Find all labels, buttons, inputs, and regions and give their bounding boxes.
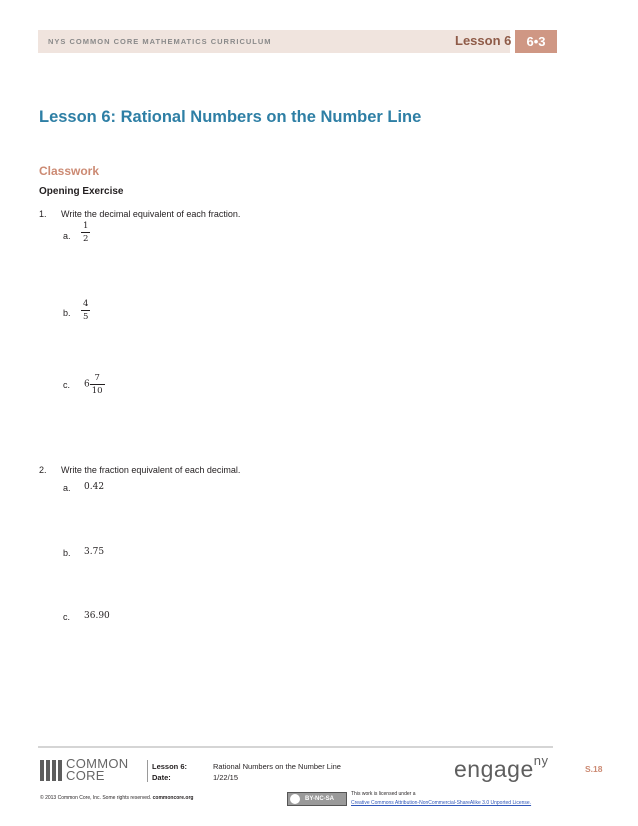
q2-number: 2. <box>39 465 47 475</box>
mixed-whole: 6 <box>84 379 90 390</box>
header-lesson: Lesson 6 <box>455 33 512 48</box>
q1-text: Write the decimal equivalent of each fraction. <box>61 209 241 219</box>
cc-badge-label: BY-NC-SA <box>305 796 335 802</box>
q2-item-c-label: c. <box>63 612 71 622</box>
q1-item-a-label: a. <box>63 231 71 241</box>
q1-item-c-mixed-number <box>84 372 105 397</box>
q2-item-c-value: 36.90 <box>84 611 110 621</box>
q1-item-b-fraction <box>81 298 90 323</box>
footer-date-key: Date: <box>152 773 171 782</box>
copyright-text: © 2013 Common Core, Inc. Some rights reserved. <box>40 795 152 801</box>
page-number: S.18 <box>585 764 603 774</box>
q2-text: Write the fraction equivalent of each decimal. <box>61 465 241 475</box>
fraction-denominator: 10 <box>91 386 103 396</box>
license-text: This work is licensed under a <box>351 791 416 797</box>
engageny-logo <box>454 753 549 783</box>
copyright-link[interactable]: commoncore.org <box>152 795 194 801</box>
grade-module-badge <box>515 30 557 53</box>
subsection-heading: Opening Exercise <box>39 186 124 197</box>
footer-separator <box>147 760 148 782</box>
grade-module-label: 6•3 <box>526 34 546 49</box>
fraction-denominator: 2 <box>83 234 89 244</box>
footer-divider <box>38 746 553 748</box>
footer-lesson-value: Rational Numbers on the Number Line <box>213 762 341 771</box>
fraction-numerator: 4 <box>83 299 89 309</box>
q2-item-b-value: 3.75 <box>84 547 105 557</box>
q2-item-b-label: b. <box>63 548 71 558</box>
license-link[interactable]: Creative Commons Attribution-NonCommercial-ShareAlike 3.0 Unported License. <box>351 800 532 806</box>
curriculum-title: NYS COMMON CORE MATHEMATICS CURRICULUM <box>48 37 272 46</box>
common-core-logo-text <box>66 758 128 781</box>
q1-item-b-label: b. <box>63 308 71 318</box>
ny-text: ny <box>533 753 549 769</box>
footer-date-value: 1/22/15 <box>213 773 239 782</box>
fraction-numerator: 1 <box>83 221 89 231</box>
logo-line-1: COMMON <box>66 756 129 771</box>
fraction-denominator: 5 <box>83 312 89 322</box>
q1-number: 1. <box>39 209 47 219</box>
engage-text: engage <box>454 756 534 782</box>
q1-item-c-label: c. <box>63 380 71 390</box>
copyright <box>40 795 193 801</box>
logo-line-2: CORE <box>66 767 105 783</box>
fraction-numerator: 7 <box>90 372 105 385</box>
page-title: Lesson 6: Rational Numbers on the Number Line <box>39 108 422 126</box>
footer-lesson-key: Lesson 6: <box>152 762 188 771</box>
q1-item-a-fraction <box>81 220 90 245</box>
creative-commons-badge-icon[interactable] <box>287 792 347 806</box>
q2-item-a-label: a. <box>63 483 71 493</box>
q2-item-a-value: 0.42 <box>84 482 105 492</box>
section-heading: Classwork <box>39 164 100 178</box>
